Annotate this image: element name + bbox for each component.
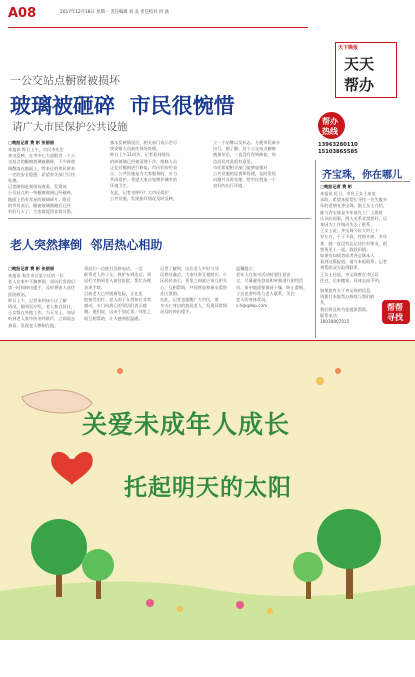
sidebar-body <box>320 191 412 285</box>
text-line: 本报讯 近日，市民王女士来电 <box>320 191 376 196</box>
text-line: 院接受治疗。老人的子女得知后非常 <box>84 297 152 303</box>
article1-body-mid <box>110 140 208 215</box>
text-line: 市民希望相关部门能够加强对 <box>213 164 268 170</box>
bubble-icon <box>316 377 324 385</box>
text-line: 岁左右，个子不高，性格开朗。多年 <box>320 234 388 240</box>
text-line: 区居民表示，邻里之间就应该互相关 <box>160 278 228 284</box>
text-line: 一定的安全隐患，希望有关部门尽快 <box>8 171 76 177</box>
text-line: 居相处融洽，大家经常互相照应。小 <box>160 272 228 278</box>
hotline-label-2: 热线 <box>322 127 338 136</box>
text-line: 老人在家中不慎摔倒，邻居们发现后 <box>8 279 76 285</box>
text-line: 年的老朋友齐宝珠。据王女士介绍， <box>320 203 388 209</box>
text-line: 目前老人已经脱离危险，正在医 <box>84 290 143 296</box>
text-line: 间互相帮助，让人感到很温暖。 <box>84 315 143 321</box>
text-line: 在此，记者也提醒广大市民，要 <box>160 297 219 303</box>
flower-icon <box>146 599 154 607</box>
text-line: 环境卫生。 <box>110 183 131 189</box>
text-line: 正在对橱窗进行修复。市民们纷纷表 <box>110 164 178 170</box>
text-line: 客车反映情况后，相关部门表示会尽 <box>110 140 178 145</box>
article2-col3 <box>160 266 232 336</box>
article2-col1 <box>8 273 80 335</box>
text-line: 快安排人员前往现场处理。 <box>110 146 161 152</box>
column-name-2: 帮办 <box>344 76 375 94</box>
text-line: 来电反映，在市中心大道附近一个公 <box>8 153 76 159</box>
flower-icon <box>267 608 273 614</box>
text-line: 昨日上午11时许，记者看到现场 <box>110 152 170 158</box>
text-line: 昨日上午，记者来到该小区了解 <box>8 297 67 303</box>
text-line: 子女也要经常与老人联系，关注 <box>236 290 295 296</box>
text-line: 王女士说，齐宝珠今年大约七十 <box>320 228 379 234</box>
text-line: 邻居们一边拨打急救电话，一边 <box>84 266 143 271</box>
text-line: 温馨提示： <box>236 266 257 271</box>
text-line: 记者随即赶到现场查看，发现该 <box>8 184 67 190</box>
article2-top-rule <box>8 218 311 219</box>
text-line: 子女都在外地工作。当天早上，邻居 <box>8 310 76 316</box>
text-line: 王女士还说，齐宝珠曾在市区居 <box>320 271 379 277</box>
banner-line-1: 关爱未成年人成长 <box>82 410 291 439</box>
text-line: 动，家中地面要保持干燥，防止滑倒。 <box>236 284 308 290</box>
text-line: 全，尽量避免登高和单独进行剧烈活 <box>236 278 304 284</box>
text-line: 社区氛围。 <box>160 290 181 296</box>
text-line: 谢。他们说，远亲不如近邻，邻里之 <box>84 309 152 315</box>
public-service-banner <box>0 341 415 640</box>
text-line: 共同爱护，希望大家自觉维护城市的 <box>110 177 178 183</box>
article2-title: 老人突然摔倒 邻居热心相助 <box>10 238 163 252</box>
text-line: 如果有知情者或者齐宝珠本人 <box>320 253 375 259</box>
sidebar-badge-2: 寻找 <box>387 313 403 322</box>
text-line: 我们将及时为您提供帮助。 <box>320 306 371 312</box>
text-line: 本报讯 家住市区某小区的一位 <box>8 273 64 278</box>
text-line: 立一个站牌以及标志，方便市民乘车 <box>213 140 281 145</box>
text-line: 居们又陪同老人前往医院，帮忙办理 <box>84 278 152 284</box>
heart-icon <box>51 452 92 485</box>
text-line: 认识的同事，两人关系非常要好，后 <box>320 215 388 221</box>
article2-byline: □晚报记者 费 彬 张丽丽 <box>8 266 55 271</box>
text-line: 的市民表示，橱窗玻璃被砸后已经 <box>8 202 71 208</box>
text-line: 心，互相帮助，共同营造和谐友爱的 <box>160 284 228 290</box>
text-line: 想再见上一面，叙叙旧情。 <box>320 246 371 252</box>
article1-body-left <box>8 147 106 215</box>
sidebar-contact <box>320 288 380 332</box>
article1-kicker: 一公交站点橱窗被损坏 <box>10 74 120 87</box>
flower-icon <box>236 601 244 609</box>
hotline-phone-1: 13963280110 <box>318 142 358 148</box>
text-line: 第一时间伸出援手，及时将老人送往 <box>8 285 76 291</box>
text-line: 交站点的橱窗玻璃被砸碎，不少碎玻 <box>8 159 76 165</box>
text-line: 住过，后来搬家，具体去向不明。 <box>320 277 383 283</box>
column-name-1: 天天 <box>344 55 375 73</box>
article2-col4 <box>236 266 312 336</box>
text-line: 求助，希望本报帮忙寻找一位失散多 <box>320 197 388 203</box>
column-logo-small: 天下晚报 <box>338 45 359 51</box>
text-line: 老年人在家中活动时要注意安 <box>236 272 291 278</box>
text-line: 18039807015 <box>320 319 350 325</box>
text-line: 感动，专门向热心的邻居们表示感 <box>84 303 147 309</box>
header-rule <box>8 27 308 28</box>
hotline-phone-2: 15103865585 <box>318 149 358 155</box>
column-divider <box>315 160 316 338</box>
text-line: 边居民对此很有意见。 <box>213 158 255 164</box>
tree-crown <box>82 549 114 581</box>
text-line: 公共设施，发现损坏情况及时反映。 <box>110 195 178 201</box>
text-line: 公交站点的一块橱窗玻璃已经破碎， <box>8 190 76 196</box>
text-line: 处理。 <box>8 178 21 184</box>
text-line: 各项手续。 <box>84 284 105 290</box>
text-line: 如果您有关于齐宝珠的信息， <box>320 288 375 293</box>
article1-title: 玻璃被砸碎 市民很惋惜 <box>10 94 235 118</box>
sidebar-badge-1: 帮帮 <box>387 303 403 312</box>
text-line: 记者了解到，这位老人平时与邻 <box>160 266 219 271</box>
text-line: 医院救治。 <box>8 291 29 297</box>
text-line: 问题并及时处理，给市民营造一个 <box>213 177 276 183</box>
text-line: 看到这篇报道，请与本报联系，记者 <box>320 259 388 265</box>
text-line: 来因为工作调动失去了联系。 <box>320 222 375 228</box>
text-line: 来，她一直没有忘记这位好朋友，很 <box>320 240 388 246</box>
tree-crown <box>293 552 323 582</box>
article1-body-right <box>213 140 311 215</box>
text-line: 请拨打本报帮办热线与我们联系， <box>320 294 375 306</box>
text-line: 况及时伸出援手。 <box>160 309 194 315</box>
text-line: 示，公共设施是为大家服务的，应当 <box>110 171 178 177</box>
tree-crown <box>31 519 87 575</box>
sidebar-rule <box>320 181 410 182</box>
column-logo <box>335 42 397 98</box>
text-line: 的碎玻璃已经被清理干净，维修人员 <box>110 158 178 164</box>
text-line: 查看，发现老人摔倒在地。 <box>8 322 59 328</box>
banner-line-2: 托起明天的太阳 <box>124 475 292 501</box>
text-line: 出行。据了解，这个公交站点橱窗 <box>213 146 276 152</box>
text-line: 璃散落在地面上，给来往的市民带来 <box>8 165 76 171</box>
sidebar-title: 齐宝珠，你在哪儿 <box>322 170 402 181</box>
sidebar-badge <box>382 300 410 324</box>
hotline-badge <box>318 112 345 139</box>
flower-icon <box>177 606 183 612</box>
tree-crown <box>317 509 381 569</box>
text-line: 联系电话： <box>320 312 341 318</box>
sidebar-byline: □晚报记者 费 彬 <box>320 184 352 189</box>
text-line: 联系老人的子女。救护车到达后，邻 <box>84 272 152 278</box>
text-line: 被损坏后，一直没有得到修复，周 <box>213 152 276 158</box>
article1-subtitle: 请广大市民保护公共设施 <box>12 121 128 133</box>
text-line: 听到老人家中传出呼救声，立即前去 <box>8 316 76 322</box>
page-number: A08 <box>8 6 37 21</box>
article2-col2 <box>84 266 156 336</box>
hotline-label-1: 帮办 <box>322 117 338 126</box>
text-line: 有好几天了，大家都觉得非常可惜。 <box>8 209 76 215</box>
text-line: 良好的出行环境。 <box>213 183 247 189</box>
bubble-icon <box>117 368 123 374</box>
text-line: 她与齐宝珠是多年前在工厂上班时 <box>320 209 383 215</box>
text-line: 地面上仍有零星的玻璃碎片。附近 <box>8 196 71 202</box>
article1-byline: □晚报记者 费 彬 张丽丽 <box>8 140 55 145</box>
text-line: 公共设施的巡查和管理，及时发现 <box>213 171 276 177</box>
text-line: 老人的身体状况。 <box>236 297 270 303</box>
text-line: 将帮助双方取得联系。 <box>320 265 362 271</box>
bubble-icon <box>335 368 341 374</box>
text-line: s.h@qdep.com <box>236 303 268 309</box>
text-line: 在此，记者也呼吁广大市民爱护 <box>110 189 169 195</box>
text-line: 多关心身边的独居老人，发现异常情 <box>160 303 228 309</box>
text-line: 情况。据邻居介绍，老人独自居住， <box>8 304 76 310</box>
dateline: 2017年12月18日 星期一 责任编辑 刘 灵 责任校对 何 涵 <box>60 10 169 15</box>
text-line: 本报讯 昨日上午，市民李先生 <box>8 147 64 152</box>
hotline-box <box>318 112 408 156</box>
